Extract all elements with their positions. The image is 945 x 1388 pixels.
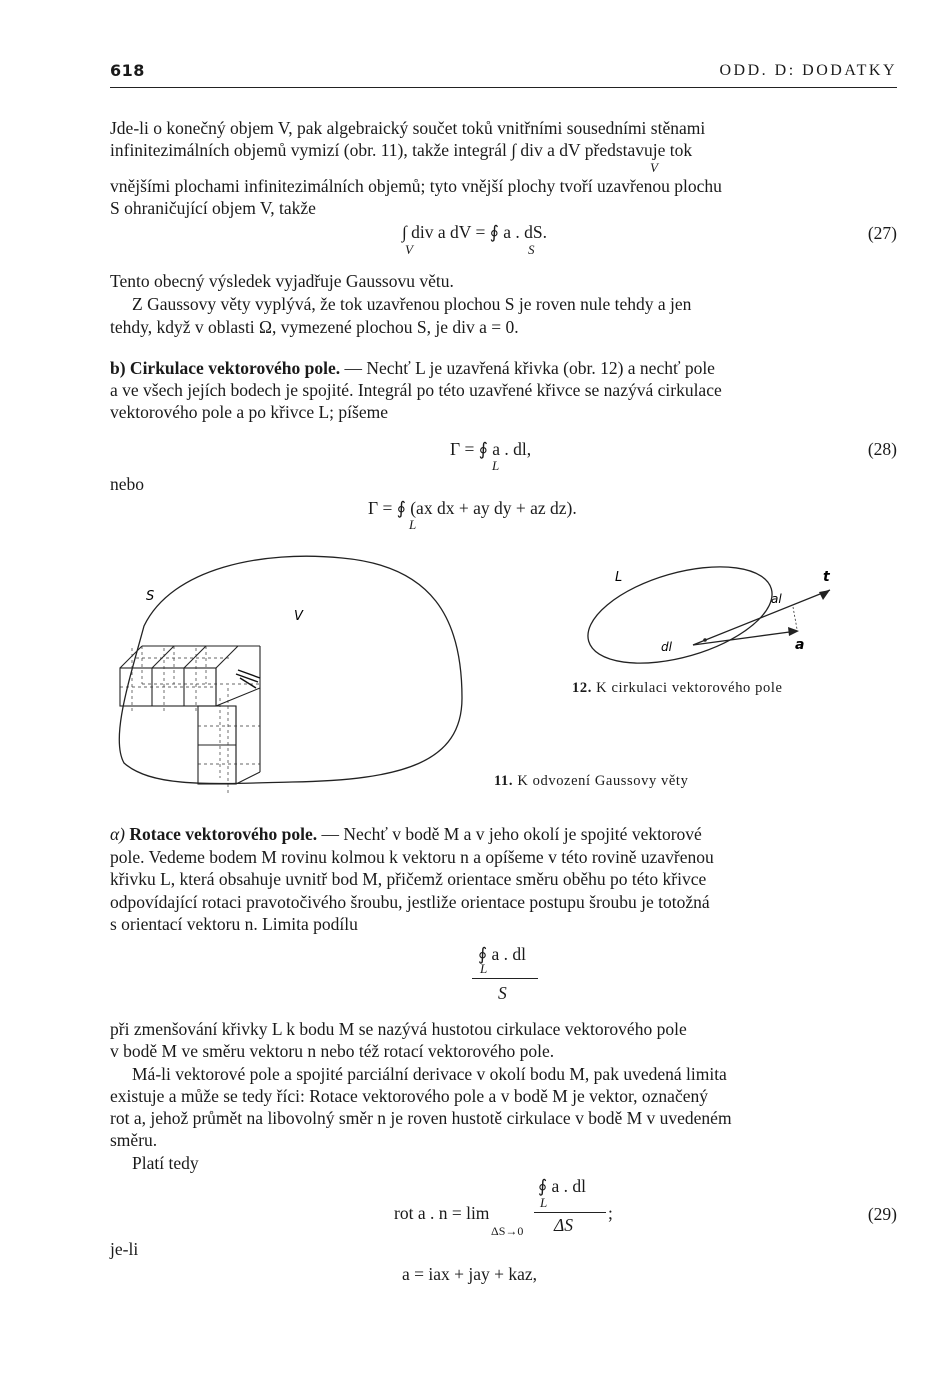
- page-number: 618: [110, 61, 145, 80]
- label-v: V: [294, 609, 303, 624]
- section-title-circulation: b) Cirkulace vektorového pole.: [110, 358, 341, 378]
- integral-subscript-v: V: [650, 160, 658, 175]
- eq29-sub-l: L: [540, 1195, 548, 1210]
- label-s: S: [146, 589, 155, 604]
- point-dl: [703, 638, 707, 642]
- word-nebo: nebo: [110, 474, 145, 494]
- para1-line3: vnějšími plochami infinitezimálních objemů; tyto vnější plochy tvoří uzavřenou plochu: [110, 176, 722, 196]
- para4-line3: křivku L, která obsahuje uvnitř bod M, přičemž orientace směru oběhu po této křivce: [110, 869, 707, 889]
- eq27-number: (27): [867, 223, 897, 243]
- eq29-lhs: rot a . n = lim: [394, 1203, 490, 1223]
- eq29-denominator: ΔS: [554, 1215, 574, 1235]
- para1-line1: Jde-li o konečný objem V, pak algebraický součet toků vnitřními sousedními stěnami: [110, 118, 706, 138]
- figure-12-caption: [572, 680, 782, 697]
- vector-a-arrowhead: [788, 627, 799, 636]
- header-rule: [110, 87, 897, 88]
- tangent-vector-t: [693, 590, 830, 645]
- figure-12-caption-text: K cirkulaci vektorového pole: [596, 680, 783, 696]
- eq29-number: (29): [867, 1204, 897, 1224]
- section-title-rotation: Rotace vektorového pole.: [125, 824, 318, 844]
- figure-12-caption-number: 12.: [572, 680, 592, 696]
- para5-line5: rot a, jehož průmět na libovolný směr n je roven hustotě cirkulace v bodě M v uvedeném: [110, 1108, 732, 1128]
- para4-line4: odpovídající rotaci pravotočivého šroubu, jestliže orientace postupu šroubu je totožná: [110, 892, 710, 912]
- para3-line1-rest: — Nechť L je uzavřená křivka (obr. 12) a nechť pole: [340, 358, 715, 378]
- figure-11-caption-text: K odvození Gaussovy věty: [517, 773, 689, 789]
- running-header: ODD. D: DODATKY: [719, 62, 897, 79]
- fraction-bar: [472, 978, 538, 979]
- para3-line3: vektorového pole a po křivce L; píšeme: [110, 402, 388, 422]
- para1-line2: infinitezimálních objemů vymizí (obr. 11), takže integrál ∫ div a dV představuje tok: [110, 140, 693, 160]
- para4-line2: pole. Vedeme bodem M rovinu kolmou k vektoru n a opíšeme v této rovině uzavřenou: [110, 847, 714, 867]
- alpha-label: α): [110, 824, 126, 844]
- label-t: t: [823, 569, 830, 585]
- para1-line4: S ohraničující objem V, takže: [110, 198, 316, 218]
- figure-11-caption: [494, 773, 688, 790]
- para4-line1-rest: — Nechť v bodě M a v jeho okolí je spojité vektorové: [317, 824, 702, 844]
- label-l: L: [615, 570, 623, 585]
- para2-line2: Z Gaussovy věty vyplývá, že tok uzavřenou plochou S je roven nule tehdy a jen: [132, 294, 692, 314]
- figure-11-caption-number: 11.: [494, 773, 514, 789]
- closed-surface-outline: [119, 556, 462, 783]
- projection-line: [793, 607, 797, 629]
- eq28-number: (28): [867, 439, 897, 459]
- para4-line5: s orientací vektoru n. Limita podílu: [110, 914, 358, 934]
- equation-28b: Γ = ∮ (ax dx + ay dy + az dz).: [368, 498, 577, 518]
- hatched-corner: [236, 670, 260, 688]
- para3-line2: a ve všech jejích bodech je spojité. Integrál po této uzavřené křivce se nazývá cirkulace: [110, 380, 722, 400]
- eq28-sub-l: L: [492, 458, 500, 473]
- figure-11-gauss: [112, 548, 472, 798]
- fraction-numerator: ∮ a . dl: [478, 944, 526, 964]
- para5-line7: Platí tedy: [132, 1153, 199, 1173]
- eq27-sub-s: S: [528, 242, 535, 257]
- infinitesimal-volumes-grid: [120, 646, 260, 784]
- equation-27: ∫ div a dV = ∮ a . dS.: [402, 222, 547, 242]
- fraction-denominator: S: [498, 983, 507, 1003]
- equation-28: Γ = ∮ a . dl,: [450, 439, 532, 459]
- equation-a-components: a = iax + jay + kaz,: [402, 1264, 538, 1284]
- eq29-numerator: ∮ a . dl: [538, 1176, 586, 1196]
- para5-line6: směru.: [110, 1130, 158, 1150]
- label-al: al: [771, 592, 782, 606]
- word-jeli: je-li: [110, 1239, 139, 1259]
- para4-line1: [110, 823, 897, 845]
- label-dl: dl: [661, 640, 672, 654]
- para5-line3: Má-li vektorové pole a spojité parciální derivace v okolí bodu M, pak uvedená limita: [132, 1064, 727, 1084]
- label-a: a: [795, 637, 805, 653]
- para5-line2: v bodě M ve směru vektoru n nebo též rotací vektorového pole.: [110, 1041, 555, 1061]
- para5-line4: existuje a může se tedy říci: Rotace vektorového pole a v bodě M je vektor, označený: [110, 1086, 708, 1106]
- tangent-arrowhead: [819, 590, 830, 600]
- eq29-lim-sub: ΔS→0: [491, 1224, 524, 1238]
- eq29-tail: ;: [608, 1203, 613, 1223]
- eq27-sub-v: V: [405, 242, 413, 257]
- para2-line3: tehdy, když v oblasti Ω, vymezené plochou S, je div a = 0.: [110, 317, 519, 337]
- para2-line1: Tento obecný výsledek vyjadřuje Gaussovu větu.: [110, 271, 454, 291]
- figure-12-circulation: [585, 565, 845, 675]
- eq28b-sub-l: L: [409, 517, 417, 532]
- eq29-fraction-bar: [534, 1212, 606, 1213]
- para5-line1: při zmenšování křivky L k bodu M se nazývá hustotou cirkulace vektorového pole: [110, 1019, 687, 1039]
- fraction-sub-l: L: [480, 961, 488, 976]
- para3-line1: [110, 357, 897, 379]
- vector-a: [693, 631, 797, 645]
